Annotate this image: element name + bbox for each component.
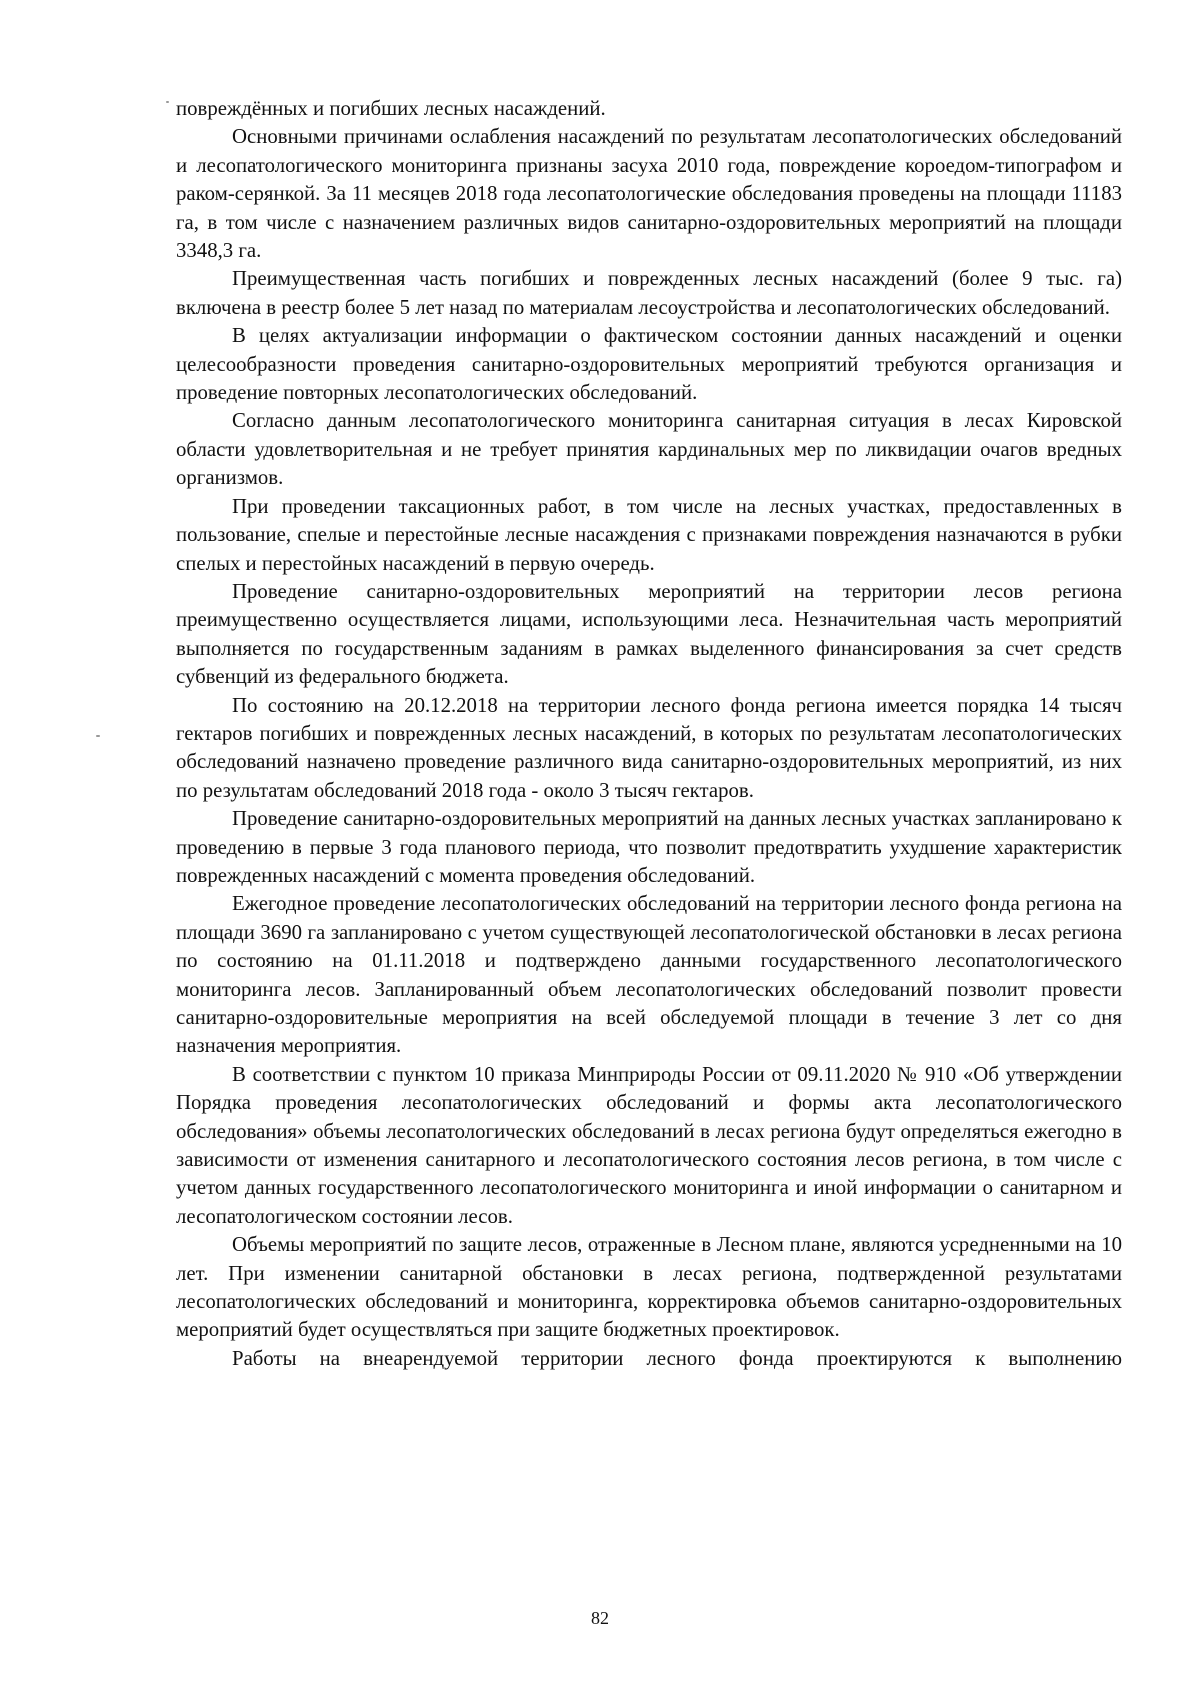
paragraph-3: Преимущественная часть погибших и поврежденных лесных насаждений (более 9 тыс. га) включена в реестр более 5 лет назад по материалам лесоустройства и лесопатологических обследований. [176,267,1122,319]
paragraph-6: При проведении таксационных работ, в том числе на лесных участках, предоставленных в пользование, спелые и перестойные лесные насаждения с признаками повреждения назначаются в рубки спелых и перестойных насаждений в первую очередь. [176,494,1122,575]
paragraph-1: повреждённых и погибших лесных насаждений. [176,97,606,120]
paragraph-5: Согласно данным лесопатологического мониторинга санитарная ситуация в лесах Кировской области удовлетворительная и не требует принятия кардинальных мер по ликвидации очагов вредных организмов. [176,409,1122,490]
scan-artifact [96,735,100,737]
paragraph-13: Работы на внеарендуемой территории лесного фонда проектируются к выполнению [232,1346,1122,1370]
paragraph-4: В целях актуализации информации о фактическом состоянии данных насаждений и оценки целесообразности проведения санитарно-оздоровительных мероприятий требуются организация и проведение повторных лесопатологических обследований. [176,324,1122,405]
paragraph-11: В соответствии с пунктом 10 приказа Минприроды России от 09.11.2020 № 910 «Об утверждении Порядка проведения лесопатологических обследований и формы акта лесопатологического обследования» объемы лесопатологических обследований в лесах региона будут определяться ежегодно в зависимости от изменения санитарного и лесопатологического состояния лесов региона, в том числе с учетом данных государственного лесопатологического мониторинга и иной информации о санитарном и лесопатологическом состоянии лесов. [176,1062,1122,1228]
paragraph-10: Ежегодное проведение лесопатологических обследований на территории лесного фонда региона на площади 3690 га запланировано с учетом существующей лесопатологической обстановки в лесах региона по состоянию на 01.11.2018 и подтверждено данными государственного лесопатологического мониторинга лесов. Запланированный объем лесопатологических обследований позволит провести санитарно-оздоровительные мероприятия на всей обследуемой площади в течение 3 лет со дня назначения мероприятия. [176,892,1122,1058]
scan-artifact [166,101,169,103]
paragraph-2: Основными причинами ослабления насаждений по результатам лесопатологических обследований и лесопатологического мониторинга признаны засуха 2010 года, повреждение короедом-типографом и раком-серянкой. За 11 месяцев 2018 года лесопатологические обследования проведены на площади 11183 га, в том числе с назначением различных видов санитарно-оздоровительных мероприятий на площади 3348,3 га. [176,125,1122,263]
document-body [176,95,1122,1373]
paragraph-8: По состоянию на 20.12.2018 на территории лесного фонда региона имеется порядка 14 тысяч гектаров погибших и поврежденных лесных насаждений, в которых по результатам лесопатологических обследований назначено проведение различного вида санитарно-оздоровительных мероприятий, из них по результатам обследований 2018 года - около 3 тысяч гектаров. [176,693,1122,802]
paragraph-7: Проведение санитарно-оздоровительных мероприятий на территории лесов региона преимущественно осуществляется лицами, использующими леса. Незначительная часть мероприятий выполняется по государственным заданиям в рамках выделенного финансирования за счет средств субвенций из федерального бюджета. [176,579,1122,689]
page-number: 82 [591,1608,609,1628]
paragraph-12: Объемы мероприятий по защите лесов, отраженные в Лесном плане, являются усредненными на 10 лет. При изменении санитарной обстановки в лесах региона, подтвержденной результатами лесопатологических обследований и мониторинга, корректировка объемов санитарно-оздоровительных мероприятий будет осуществляться при защите бюджетных проектировок. [176,1233,1122,1342]
paragraph-9: Проведение санитарно-оздоровительных мероприятий на данных лесных участках запланировано к проведению в первые 3 года планового периода, что позволит предотвратить ухудшение характеристик поврежденных насаждений с момента проведения обследований. [176,807,1122,887]
